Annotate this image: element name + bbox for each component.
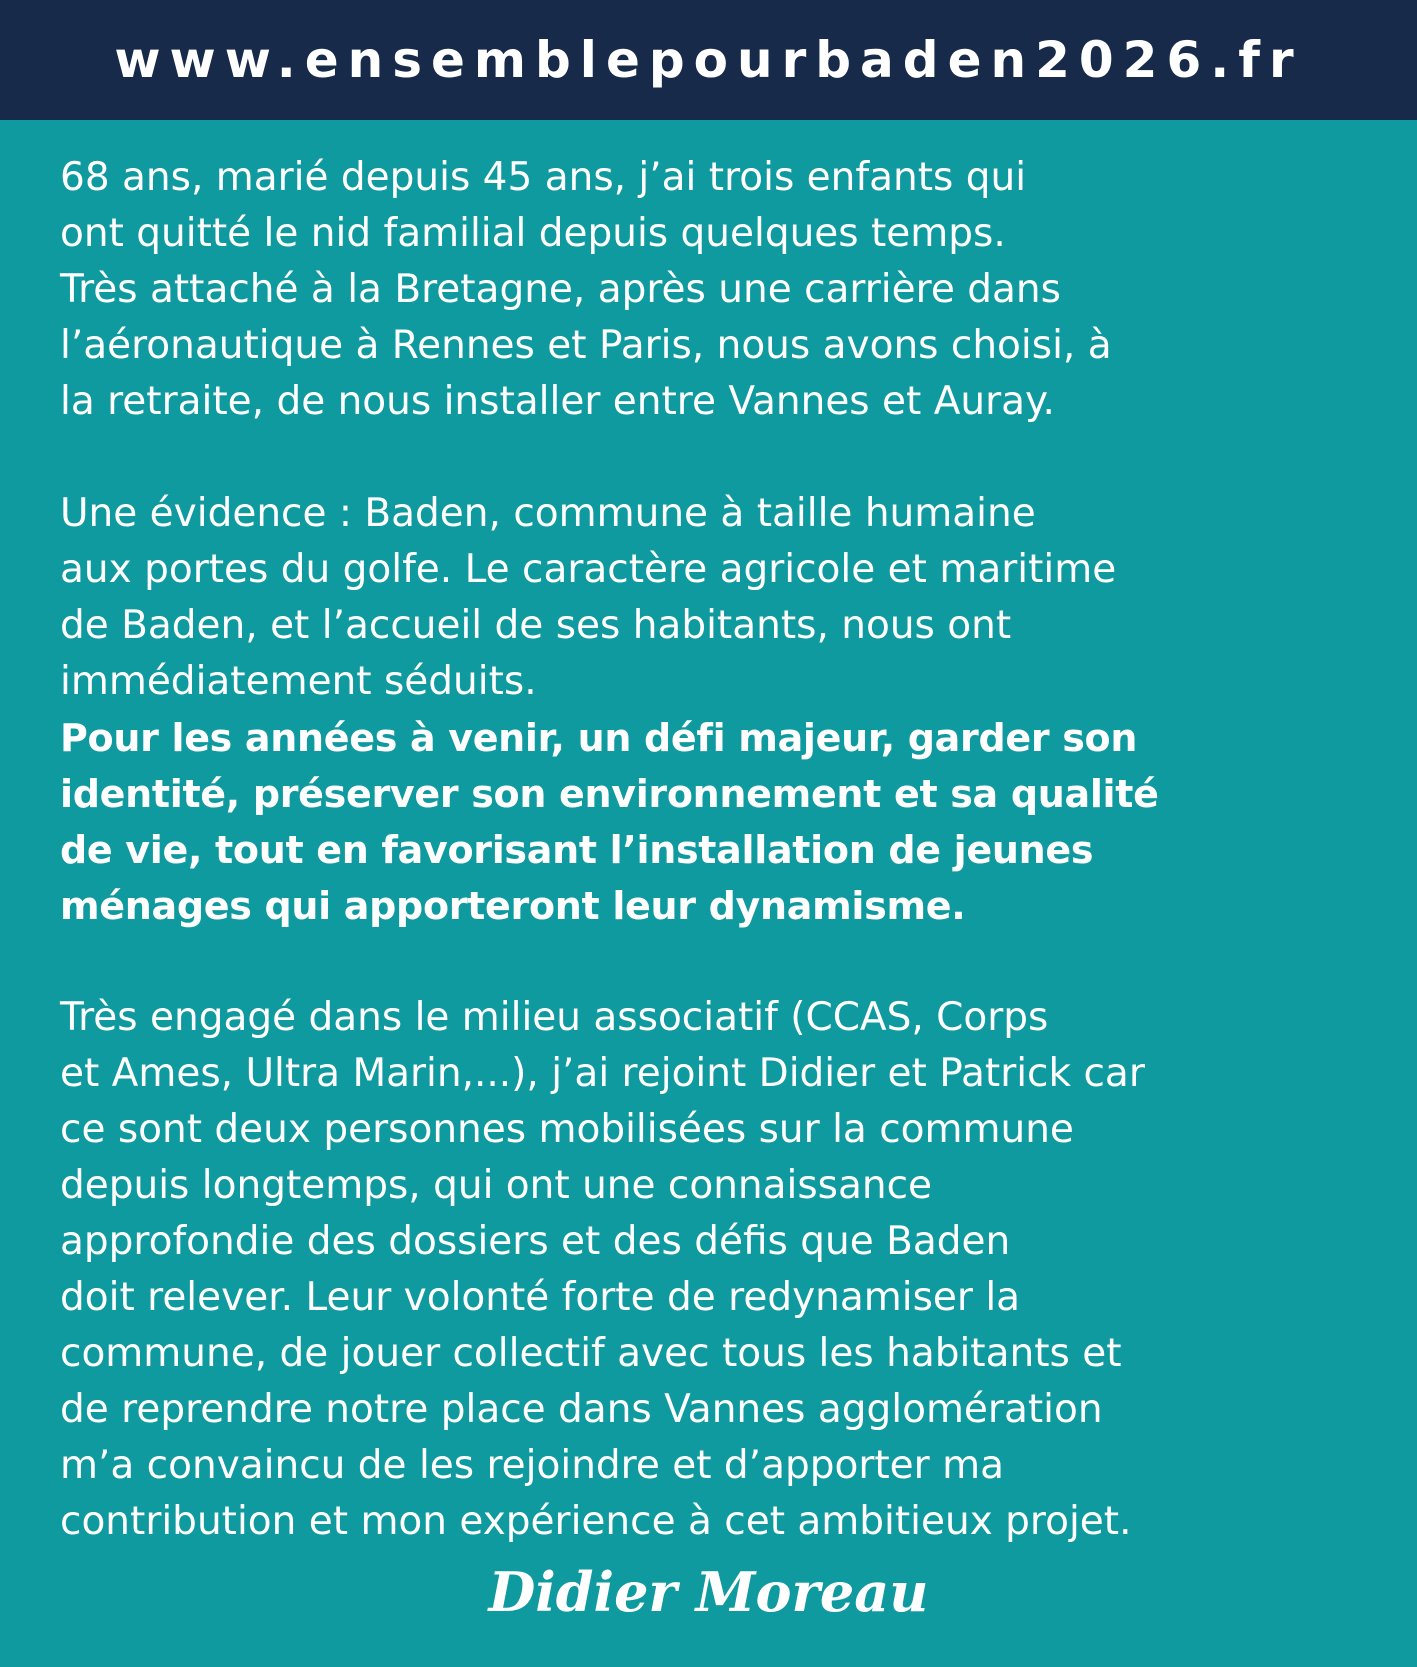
paragraph-highlight: Pour les années à venir, un défi majeur, garder son identité, préserver son environnement et sa qualité de vie, tout en favorisant l’installation de jeunes ménages qui apporteront leur dynamisme. [60,716,1159,928]
website-url: www.ensemblepourbaden2026.fr [114,31,1303,89]
testimonial-body [60,150,1370,1550]
paragraph-intro: 68 ans, marié depuis 45 ans, j’ai trois enfants qui ont quitté le nid familial depuis quelques temps. Très attaché à la Bretagne, après une carrière dans l’aéronautique à Rennes et Paris, nous avons choisi, à la retraite, de nous installer entre Vannes et Auray. [60,155,1112,424]
paragraph-engagement: Très engagé dans le milieu associatif (CCAS, Corps et Ames, Ultra Marin,...), j’ai rejoint Didier et Patrick car ce sont deux personnes mobilisées sur la commune depuis longtemps, qui ont une connaissance approfondie des dossiers et des défis que Baden doit relever. Leur volonté forte de redynamiser la commune, de jouer collectif avec tous les habitants et de reprendre notre place dans Vannes agglomération m’a convaincu de les rejoindre et d’apporter ma contribution et mon expérience à cet ambitieux projet. [60,995,1145,1544]
signature: Didier Moreau [488,1560,929,1624]
site-header [0,0,1417,120]
paragraph-spacer [60,430,1370,486]
paragraph-spacer [60,934,1370,990]
paragraph-baden: Une évidence : Baden, commune à taille humaine aux portes du golfe. Le caractère agricole et maritime de Baden, et l’accueil de ses habitants, nous ont immédiatement séduits. [60,491,1117,704]
